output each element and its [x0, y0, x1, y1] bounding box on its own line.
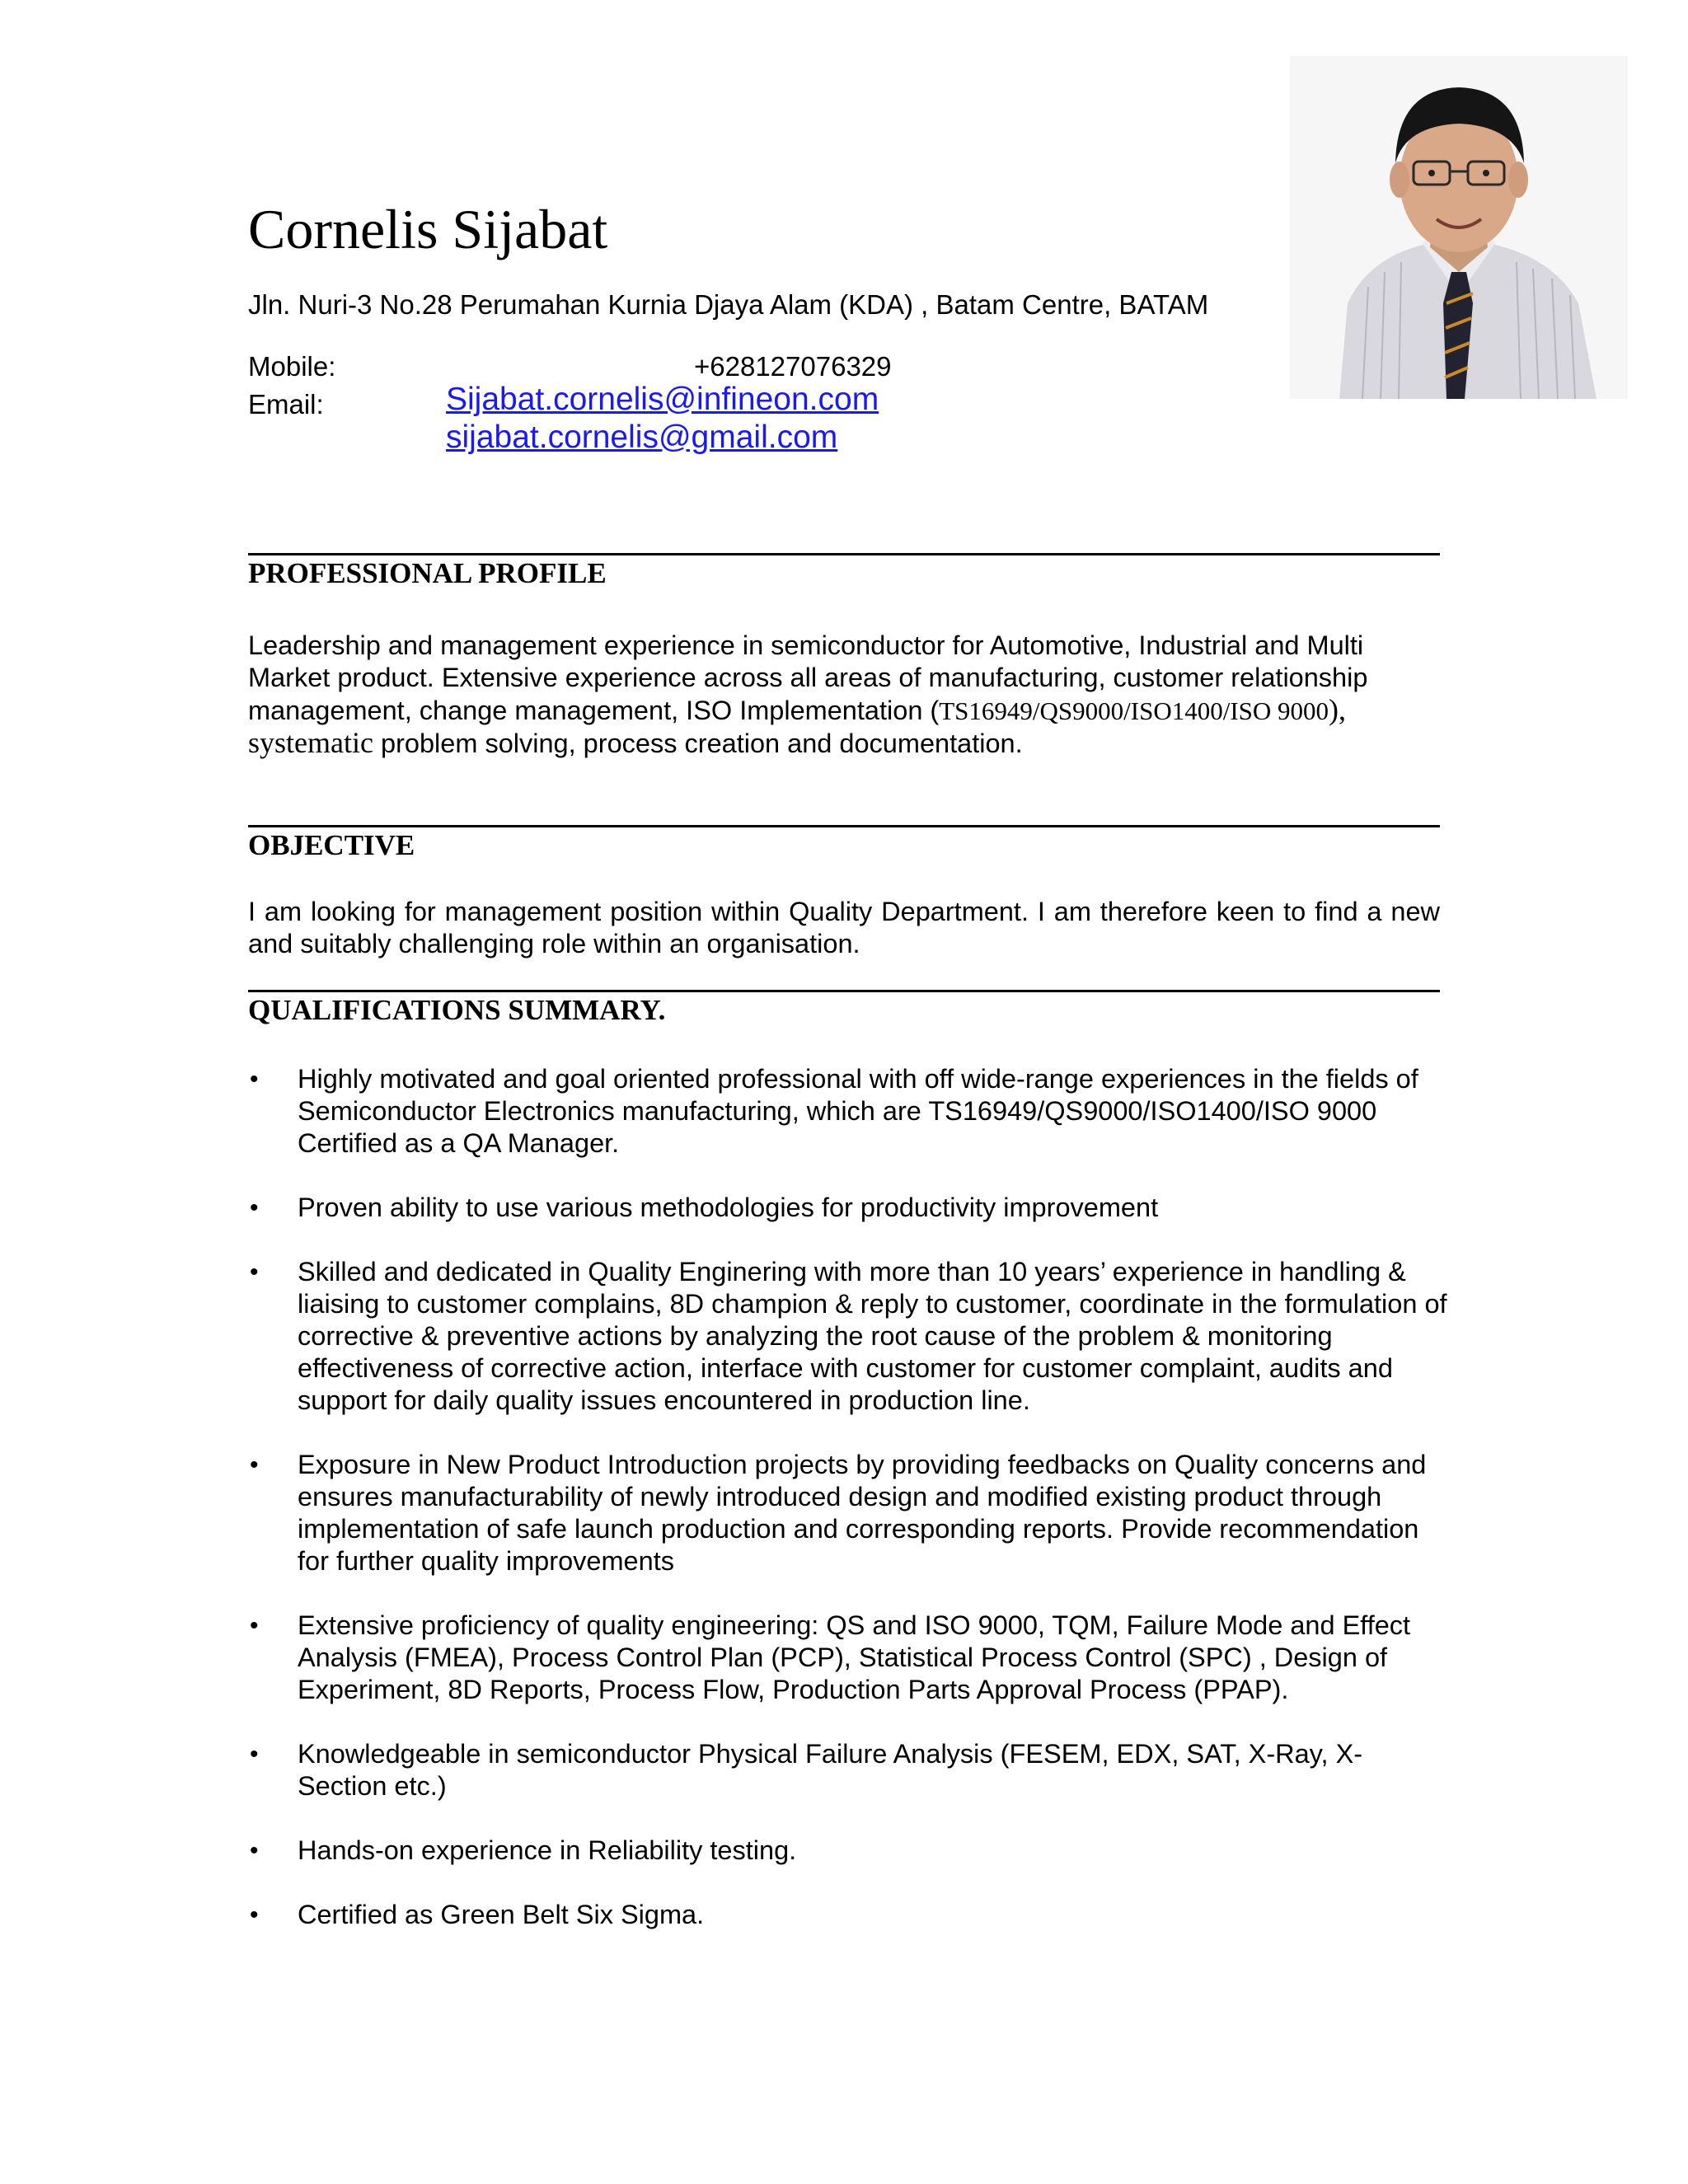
bullet-icon: • — [250, 1837, 259, 1864]
email-link-primary[interactable]: Sijabat.cornelis@infineon.com — [446, 382, 879, 417]
divider — [248, 825, 1440, 827]
mobile-row — [248, 350, 892, 383]
candidate-name: Cornelis Sijabat — [248, 198, 608, 260]
profile-text-part: systematic — [248, 726, 373, 759]
section-title-profile: PROFESSIONAL PROFILE — [248, 557, 607, 589]
address: Jln. Nuri-3 No.28 Perumahan Kurnia Djaya Alam (KDA) , Batam Centre, BATAM — [248, 289, 1209, 320]
list-item-text: Certified as Green Belt Six Sigma. — [298, 1900, 705, 1929]
mobile-label: Mobile: — [248, 351, 336, 382]
divider — [248, 553, 1440, 555]
email-link-secondary[interactable]: sijabat.cornelis@gmail.com — [446, 419, 838, 455]
section-title-qualifications: QUALIFICATIONS SUMMARY. — [248, 994, 666, 1026]
list-item — [248, 1835, 1451, 1867]
profile-photo — [1290, 56, 1628, 399]
list-item-text: Extensive proficiency of quality engineering: QS and ISO 9000, TQM, Failure Mode and Effect Analysis (FMEA), Process Control Plan (PCP), Statistical Process Control (SPC) , Design of Experiment, 8D Reports, Process Flow, Production Parts Approval Process (PPAP). — [298, 1610, 1411, 1704]
list-item — [248, 1256, 1451, 1417]
list-item — [248, 1192, 1451, 1224]
qualifications-list — [248, 1063, 1451, 1963]
bullet-icon: • — [250, 1194, 259, 1221]
list-item-text: Skilled and dedicated in Quality Enginering with more than 10 years’ experience in handling & liaising to customer complains, 8D champion & reply to customer, coordinate in the formulation of corrective & preventive actions by analyzing the root cause of the problem & monitoring effectiveness of corrective action, interface with customer for customer complaint, audits and support for daily quality issues encountered in production line. — [298, 1257, 1447, 1415]
bullet-icon: • — [250, 1066, 259, 1093]
bullet-icon: • — [250, 1612, 259, 1639]
list-item — [248, 1610, 1451, 1706]
email-primary-wrap — [446, 381, 879, 419]
profile-text-part: problem solving, process creation and documentation. — [373, 729, 1023, 758]
list-item-text: Knowledgeable in semiconductor Physical Failure Analysis (FESEM, EDX, SAT, X-Ray, X-Section etc.) — [298, 1739, 1363, 1801]
list-item — [248, 1449, 1451, 1577]
email-label: Email: — [248, 389, 324, 419]
divider — [248, 990, 1440, 992]
bullet-icon: • — [250, 1258, 259, 1286]
list-item-text: Proven ability to use various methodologies for productivity improvement — [298, 1193, 1159, 1222]
profile-standards: TS16949/QS9000/ISO1400/ISO 9000 — [939, 696, 1329, 725]
list-item — [248, 1063, 1451, 1160]
bullet-icon: • — [250, 1451, 259, 1479]
list-item — [248, 1738, 1451, 1802]
mobile-value: +628127076329 — [694, 351, 892, 382]
bullet-icon: • — [250, 1741, 259, 1768]
email-secondary-wrap — [446, 419, 837, 457]
list-item-text: Highly motivated and goal oriented professional with off wide-range experiences in the fields of Semiconductor Electronics manufacturing, which are TS16949/QS9000/ISO1400/ISO 9000 Certified as a QA Manager. — [298, 1064, 1418, 1158]
email-row — [248, 388, 446, 421]
profile-text-part: ), — [1329, 693, 1347, 726]
person-portrait-icon — [1290, 56, 1628, 399]
objective-text: I am looking for management position within Quality Department. I am therefore keen to find a new and suitably challenging role within an organisation. — [248, 897, 1440, 958]
section-title-objective: OBJECTIVE — [248, 829, 415, 861]
profile-text-part: Leadership and management experience in semiconductor for Automotive, Industrial and Multi Market product. Extensive experience across all areas of manufacturing, customer relationship management, change management, ISO Implementation ( — [248, 630, 1368, 725]
list-item-text: Hands-on experience in Reliability testing. — [298, 1835, 797, 1865]
bullet-icon: • — [250, 1901, 259, 1929]
list-item — [248, 1899, 1451, 1931]
list-item-text: Exposure in New Product Introduction projects by providing feedbacks on Quality concerns and ensures manufacturability of newly introduced design and modified existing product through implementation of safe launch production and corresponding reports. Provide recommendation for further quality improvements — [298, 1450, 1427, 1576]
profile-text — [248, 630, 1440, 760]
